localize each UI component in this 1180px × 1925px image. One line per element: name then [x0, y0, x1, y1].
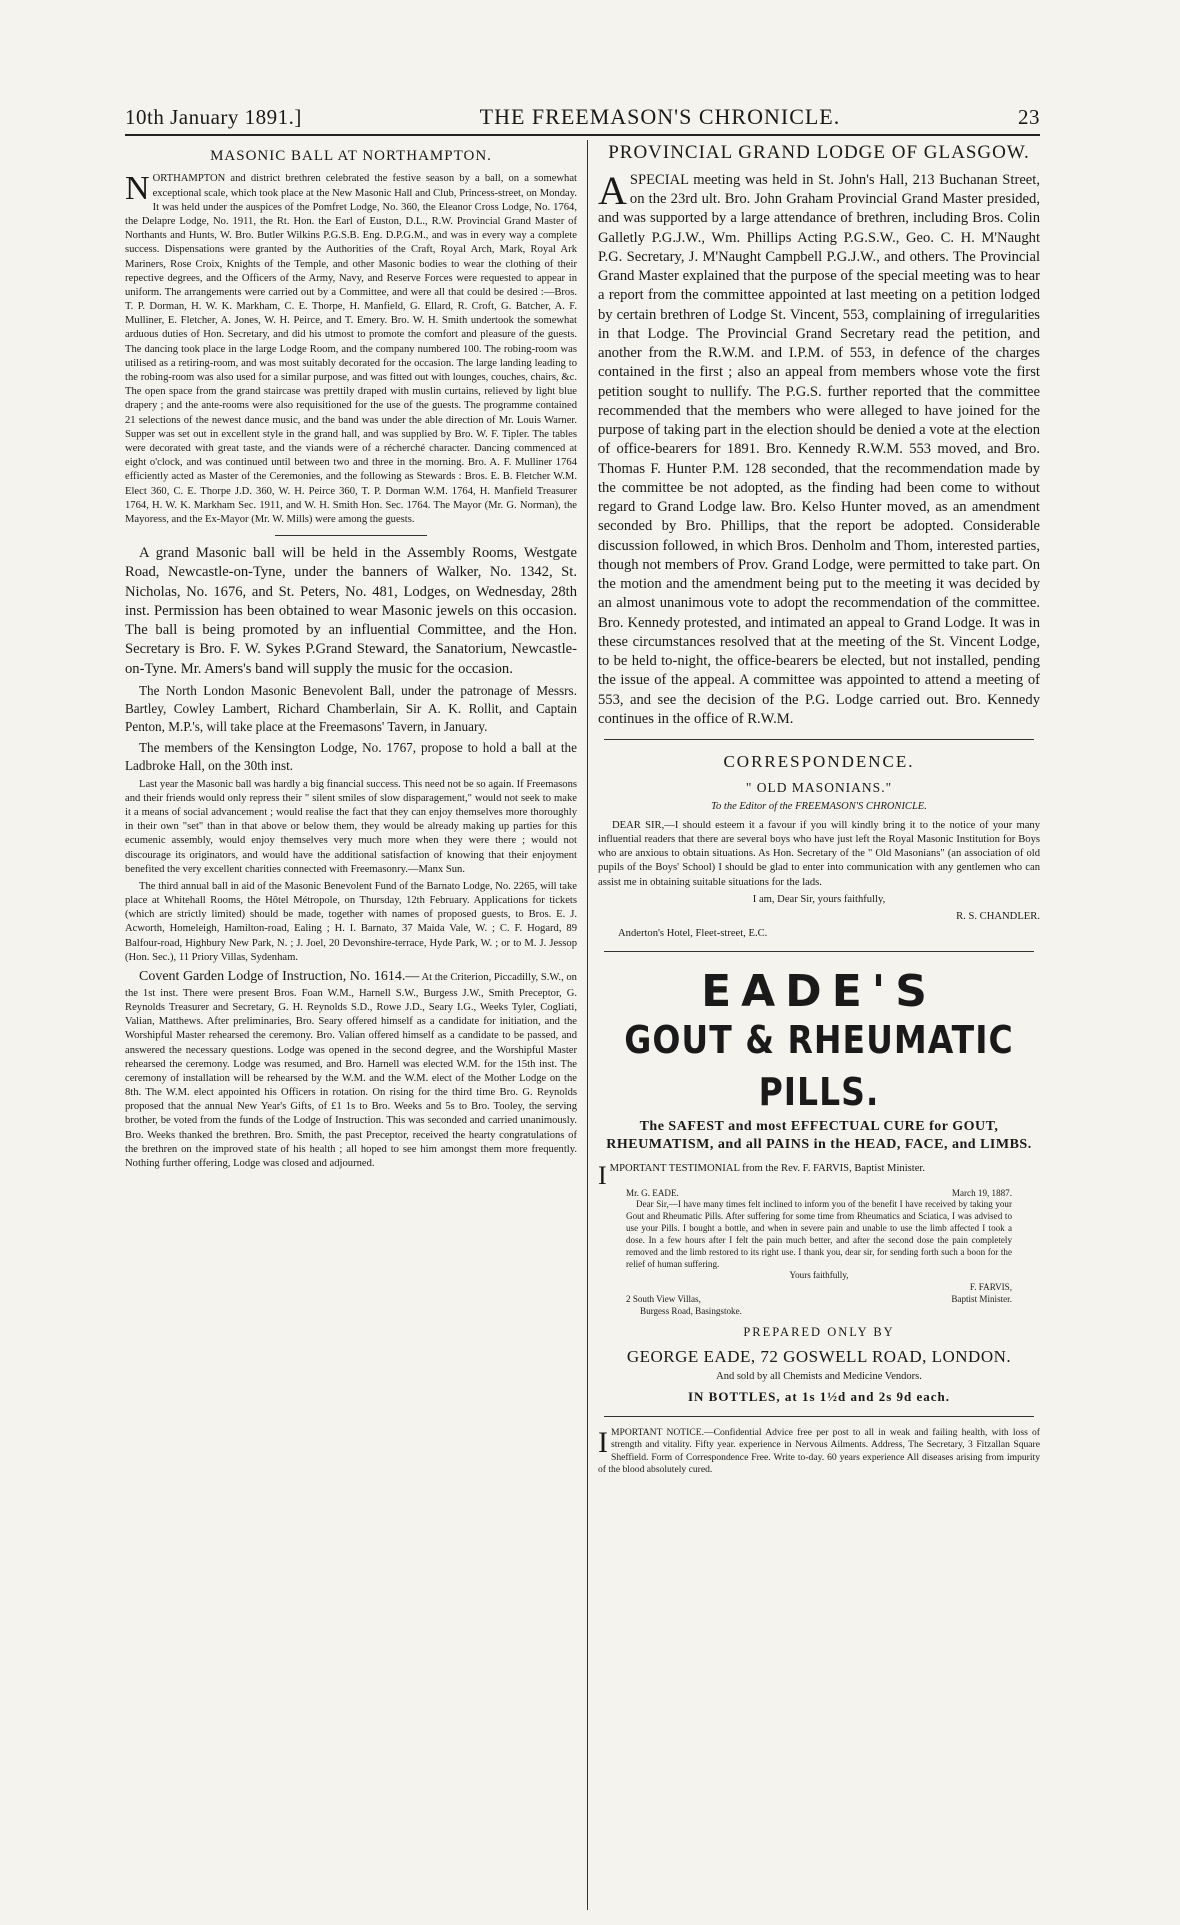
right-column — [598, 140, 1040, 1910]
notice-body: MPORTANT NOTICE.—Confidential Advice free per post to all in weak and failing health, with loss of strength and vitality. Fifty year. experience in Nervous Ailments. Address, The Secretary, 3 Fitzallan Square Sheffield. Form of Correspondence Free. Write to-day. 60 years experience All diseases arising from impurity of the blood absolutely cured. — [598, 1426, 1040, 1476]
letter-signature: F. FARVIS, — [969, 1282, 1012, 1293]
kensington-paragraph: The members of the Kensington Lodge, No. 1767, propose to hold a ball at the Ladbroke Hall, on the 30th inst. — [125, 739, 577, 773]
page-number: 23 — [1018, 105, 1040, 129]
letter-close: Yours faithfully, — [789, 1270, 849, 1281]
left-column — [125, 140, 577, 1910]
letter-address-2: Burgess Road, Basingstoke. — [640, 1305, 742, 1316]
correspondence-signature: R. S. CHANDLER. — [956, 910, 1040, 922]
advert-address: GEORGE EADE, 72 GOSWELL ROAD, LONDON. — [626, 1346, 1012, 1366]
letter-address-line — [626, 1294, 1012, 1306]
correspondence-subheading: " OLD MASONIANS." — [745, 780, 893, 796]
advert-letter — [598, 1188, 1040, 1318]
issue-date: 10th January 1891.] — [125, 105, 302, 129]
covent-garden-paragraph — [125, 968, 577, 1171]
advert-sold-by: And sold by all Chemists and Medicine Vendors. — [716, 1370, 922, 1382]
correspondence-addressee: To the Editor of the FREEMASON'S CHRONICLE. — [711, 800, 927, 812]
correspondence-close: I am, Dear Sir, yours faithfully, — [752, 893, 886, 905]
barnato-paragraph: The third annual ball in aid of the Masonic Benevolent Fund of the Barnato Lodge, No. 2265, will take place at Whitehall Rooms, the Hôtel Métropole, on Thursday, 12th February. Applications for tickets (which are strictly limited) should be made, together with names of proposed guests, to Bros. E. J. Acworth, Homeleigh, Hamilton-road, Ealing ; H. I. Barnato, 37 Maida Vale, W. ; C. F. Hogard, 89 Balfour-road, Highbury New Park, N. ; J. Joel, 20 Devonshire-terrace, Hyde Park, W. ; or to M. J. Jessop (Hon. Sec.), 11 Priory Villas, Sydenham. — [125, 880, 577, 963]
column-rule — [587, 140, 588, 1910]
covent-garden-heading: Covent Garden Lodge of Instruction, No. 1614.— — [139, 969, 420, 985]
drop-cap: I — [598, 1161, 607, 1191]
advert-claim: The SAFEST and most EFFECTUAL CURE for GOUT, RHEUMATISM, and all PAINS in the HEAD, FACE, and LIMBS. — [606, 1118, 1032, 1153]
correspondence-address: Anderton's Hotel, Fleet-street, E.C. — [618, 928, 768, 940]
letter-address-1: 2 South View Villas, — [626, 1293, 701, 1304]
assembly-ball-paragraph: A grand Masonic ball will be held in the Assembly Rooms, Westgate Road, Newcastle-on-Tyne, under the banners of Walker, No. 1342, St. Nicholas, No. 1676, and St. Peters, No. 481, Lodges, on Wednesday, 28th inst. Permission has been obtained to wear Masonic jewels on this occasion. The ball is being promoted by an influential Committee, and the Hon. Secretary is Bro. F. W. Sykes P.Grand Steward, the Sanatorium, Newcastle-on-Tyne. Mr. Amers's band will supply the music for the occasion. — [125, 545, 577, 677]
provincial-lodge-article — [598, 167, 1040, 729]
running-head — [125, 104, 1040, 136]
last-year-paragraph: Last year the Masonic ball was hardly a big financial success. This need not be so again. If Freemasons and their friends would only repress their " silent smiles of slow disparagement," would not seek to make it a means of social advancement ; would realise the fact that they can enjoy themselves more thoroughly in their own "set" than in that above or below them, they would be already making up parties for this ecumenic assembly, would enjoy themselves very much more when they were there ; would not discourage its originators, and would have the additional satisfaction of knowing that their enjoyment benefited the very excellent charities connected with Freemasonry.—Manx Sun. — [125, 778, 577, 875]
correspondence-body: DEAR SIR,—I should esteem it a favour if you will kindly bring it to the notice of your many influential readers that there are several boys who have just left the Royal Masonic Institution for Boys who are anxious to obtain situations. As Hon. Secretary of the " Old Masonians" (an association of old pupils of the Boys' School) I should be glad to enter into communication with any gentlemen who can assist me in obtaining suitable situations for the lads. — [598, 819, 1040, 888]
advert-brand: EADE'S — [701, 966, 937, 1018]
advert-prepared: PREPARED ONLY BY — [743, 1324, 895, 1339]
provincial-lodge-heading: PROVINCIAL GRAND LODGE OF GLASGOW. — [608, 142, 1030, 163]
letter-role: Baptist Minister. — [951, 1293, 1012, 1304]
north-london-paragraph: The North London Masonic Benevolent Ball, under the patronage of Messrs. Bartley, Cowley Lambert, Richard Chamberlain, Sir A. K. Rollit, and Captain Penton, M.P.'s, will take place at the Freemasons' Tavern, in January. — [125, 682, 577, 734]
important-notice — [598, 1427, 1040, 1477]
divider — [604, 739, 1034, 740]
masonic-ball-article — [125, 172, 577, 527]
letter-header — [626, 1188, 1012, 1200]
masonic-ball-body: ORTHAMPTON and district brethren celebrated the festive season by a ball, on a somewhat exceptional scale, which took place at the New Masonic Hall and Club, Princess-street, on Monday. It was held under the auspices of the Pomfret Lodge, No. 360, the Eleanor Cross Lodge, No. 1764, the Delapre Lodge, No. 1911, the Rt. Hon. the Earl of Euston, D.L., R.W. Provincial Grand Master of Northants and Hunts, W. Bro. Butler Wilkins P.G.S.B. Eng. D.P.G.M., and was in every way a complete success. Dispensations were granted by the Authorities of the Craft, Royal Arch, Mark, Royal Ark Mariners, Rose Croix, Knights of the Temple, and other Masonic bodies to wear the clothing of their repective degrees, and the Officers of the Army, Navy, and Reserve Forces were requested to appear in uniform. The arrangements were carried out by a Committee, and were all that could be desired :—Bros. T. P. Dorman, H. W. K. Markham, C. E. Thorpe, H. Manfield, G. Ellard, R. Croft, G. Batcher, A. F. Mulliner, E. Fletcher, A. Jones, W. H. Peirce, and T. Emery. Bro. W. H. Smith undertook the somewhat arduous duties of Hon. Secretary, and did his utmost to promote the comfort and pleasure of the guests. The dancing took place in the large Lodge Room, and the company numbered 100. The robing-room was utilised as a retiring-room, and was most suitably decorated for the occasion. The large landing leading to the robing-room was also used for a similar purpose, and was fitted out with lounges, couches, chairs, &c. The open space from the grand staircase was prettily draped with muslin curtains, relieved by light blue drapery ; and the ante-rooms were also requisitioned for the use of the guests. The programme contained 21 selections of the newest dance music, and the band was under the able direction of Mr. Louis Warner. Supper was set out in excellent style in the grand hall, and was supplied by Bro. W. F. Tipler. The tables were decorated with great taste, and the viands were of a récherché character. Dancing commenced at eight o'clock, and was continued until between two and three in the morning. Bro. A. F. Mulliner 1764 efficiently acted as Master of the Ceremonies, and the following as Stewards : Bros. E. B. Fletcher W.M. Elect 360, C. E. Thorpe J.D. 360, W. H. Peirce 360, T. P. Dorman W.M. 1764, H. Manfield Treasurer 1764, H. W. K. Markham Sec. 1911, and W. H. Smith Hon. Sec. 1764. The Mayor (Mr. G. Norman), the Mayoress, and the Ex-Mayor (Mr. W. Mills) were among the guests. — [125, 173, 577, 525]
correspondence-heading: CORRESPONDENCE. — [723, 752, 915, 772]
divider — [604, 1416, 1034, 1417]
advert-prices: IN BOTTLES, at 1s 1½d and 2s 9d each. — [687, 1388, 951, 1404]
letter-body: Dear Sir,—I have many times felt inclined to inform you of the benefit I have received by taking your Gout and Rheumatic Pills. After suffering for some time from Rheumatics and Sciatica, I was advised to use your Pills. I bought a bottle, and when in severe pain and unable to use the limb affected I took a dose. In a few hours after I felt the pain much better, and after the second dose the pain completely removed and the limb restored to its right use. I thank you, dear sir, for sending forth such a boon for the relief of human suffering. — [626, 1199, 1012, 1269]
letter-addressee: Mr. G. EADE. — [626, 1187, 679, 1198]
provincial-lodge-body: SPECIAL meeting was held in St. John's Hall, 213 Buchanan Street, on the 23rd ult. Bro. John Graham Provincial Grand Master presided, and was supported by a large attendance of brethren, including Bros. Colin Galletly P.G.J.W., Wm. Phillips Acting P.G.S.W., Geo. C. H. M'Naught P.G. Secretary, J. M'Naught Campbell P.G.J.W., and others. The Provincial Grand Master explained that the purpose of the special meeting was to hear a report from the committee appointed at last meeting on a petition lodged by certain brethren of Lodge St. Vincent, 553, complaining of irregularities in that Lodge. The Provincial Grand Secretary read the petition, and another from the R.W.M. and I.P.M. of 553, in defence of the charges contained in the first ; also an appeal from members whose vote the first petition sought to nullify. The P.G.S. further reported that the committee recommended that the members who were alleged to have joined for the purpose of taking part in the election should be denied a vote at the election of office-bearers for 1891. Bro. Kennedy R.W.M. 553 moved, and Bro. Thomas F. Hunter P.M. 128 seconded, that the recommendation made by the committee be not adopted, as the finding had been come to without regard to Grand Lodge law. Bro. Kelso Hunter moved, as an amendment seconded by Bro. Phillips, that the report be adopted. Considerable discussion followed, in which Bros. Denholm and Thom, interested parties, though not members of Prov. Grand Lodge, were permitted to take part. On the motion and the amendment being put to the meeting it was decided by an almost unanimous vote to adopt the recommendation of the committee. Bro. Kennedy protested, and intimated an appeal to Grand Lodge. It was in these circumstances resolved that at the meeting of the St. Vincent Lodge, to be held to-night, the office-bearers be elected, but not installed, pending the issue of the appeal. A committee was appointed to attend a meeting of 553, and see the decision of the P.G. Lodge carried out. Bro. Kennedy continues in the office of R.W.M. — [598, 171, 1040, 727]
advert-product: GOUT & RHEUMATIC PILLS. — [624, 1017, 1014, 1115]
divider — [275, 535, 427, 536]
eades-advertisement — [598, 962, 1040, 1405]
masonic-ball-heading: MASONIC BALL AT NORTHAMPTON. — [210, 148, 492, 164]
advert-testimonial-heading — [598, 1161, 1040, 1191]
drop-cap: A — [598, 167, 627, 213]
testimonial-heading-text: MPORTANT TESTIMONIAL from the Rev. F. FARVIS, Baptist Minister. — [609, 1163, 925, 1175]
letter-date: March 19, 1887. — [951, 1187, 1012, 1198]
covent-garden-body: At the Criterion, Piccadilly, S.W., on the 1st inst. There were present Bros. Foan W.M., Harnell S.W., Burgess J.W., Smith Preceptor, G. Reynolds Treasurer and Secretary, G. H. Reynolds S.D., Rowe J.D., Seary I.G., Weeks Tyler, Cogliati, Valian, Matthews. After preliminaries, Bro. Seary offered himself as a candidate for initiation, and the Worshipful Master rehearsed the ceremony. Bro. Valian offered himself as a candidate to be passed, and answered the necessary questions. Lodge was opened in the second degree, and the Worshipful Master rehearsed the ceremony. Lodge was resumed, and Bro. Harnell was elected W.M. for the 15th inst. The ceremony of installation will be rehearsed by the W.M. and the W.M. elect of the Mother Lodge on the 8th. The W.M. elect appointed his Officers in rotation. On rising for the third time Bro. G. Reynolds proposed that the annual New Year's Gifts, of £1 1s to Bro. Weeks and 5s to Bro. Tooley, the serving brother, be voted from the funds of the Lodge of Instruction. This was seconded and carried unanimously. Bro. Weeks thanked the brethren. Bro. Smith, the past Preceptor, received the hearty congratulations of the brethren on the improved state of his health ; all hoped to see him amongst them more frequently. Nothing further offering, Lodge was closed and adjourned. — [125, 972, 577, 1170]
drop-cap: I — [598, 1425, 608, 1459]
drop-cap: N — [125, 170, 150, 208]
publication-title: THE FREEMASON'S CHRONICLE. — [479, 104, 841, 129]
divider — [604, 951, 1034, 952]
